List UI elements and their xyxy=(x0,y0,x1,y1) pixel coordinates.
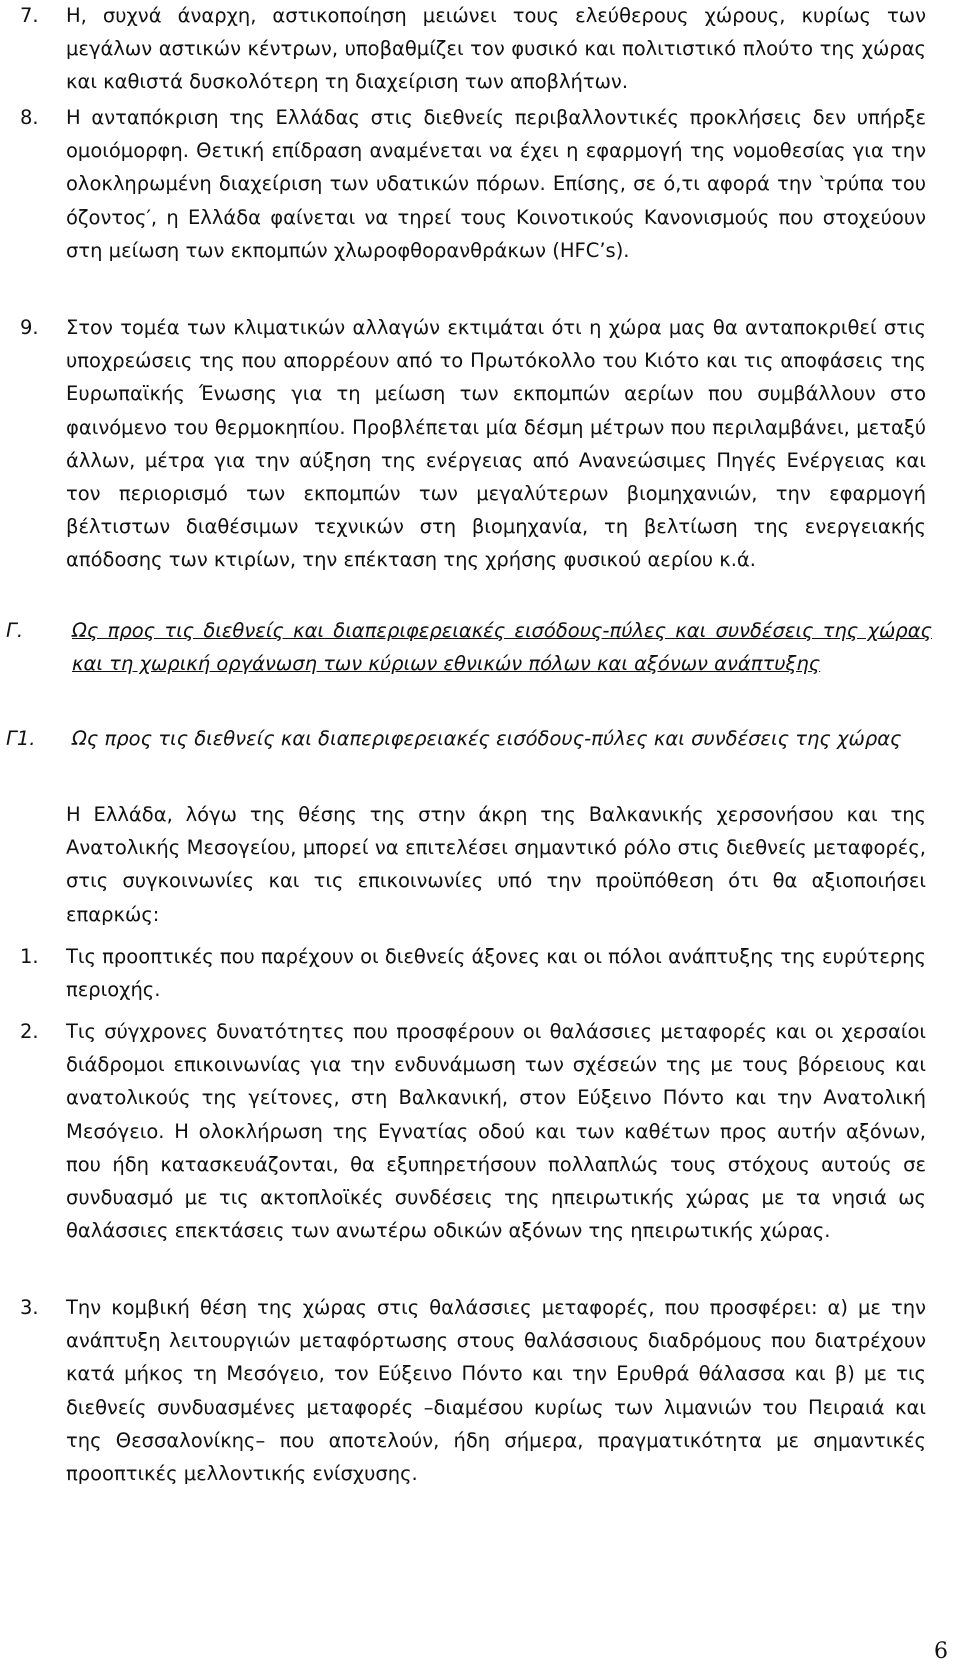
list-number: 7. xyxy=(20,4,39,27)
list-item-text: Η ανταπόκριση της Ελλάδας στις διεθνείς περιβαλλοντικές προκλήσεις δεν υπήρξε ομοιόμορφη. Θετική επίδραση αναμένεται να έχει η εφαρμογή της νομοθεσίας για την ολοκληρωμένη διαχείριση των υδατικών πόρων. Επίσης, σε ό,τι αφορά την ‵τρύπα του όζοντος′, η Ελλάδα φαίνεται να τηρεί τους Κοινοτικούς Κανονισμούς που στοχεύουν στη μείωση των εκπομπών χλωροφθορανθράκων (HFC’s). xyxy=(66,106,926,262)
section-heading-g1 xyxy=(6,722,936,755)
list-item-8 xyxy=(20,101,926,267)
list-item-7 xyxy=(20,0,926,99)
list-item-text: Στον τομέα των κλιματικών αλλαγών εκτιμάται ότι η χώρα μας θα ανταποκριθεί στις υποχρεώσεις της που απορρέουν από το Πρωτόκολλο του Κιότο και τις αποφάσεις της Ευρωπαϊκής Ένωσης για τη μείωση των εκπομπών αερίων που συμβάλλουν στο φαινόμενο του θερμοκηπίου. Προβλέπεται μία δέσμη μέτρων που περιλαμβάνει, μεταξύ άλλων, μέτρα για την αύξηση της ενέργειας από Ανανεώσιμες Πηγές Ενέργειας και τον περιορισμό των εκπομπών των μεγαλύτερων βιομηχανιών, την εφαρμογή βέλτιστων διαθέσιμων τεχνικών στη βιομηχανία, τη βελτίωση της ενεργειακής απόδοσης των κτιρίων, την επέκταση της χρήσης φυσικού αερίου κ.ά. xyxy=(66,316,926,572)
section-title: Ως προς τις διεθνείς και διαπεριφερειακές εισόδους-πύλες και συνδέσεις της χώρας και τη χωρική οργάνωση των κύριων εθνικών πόλων και αξόνων ανάπτυξης xyxy=(72,619,932,676)
list-item-1 xyxy=(20,940,926,1006)
list-item-text: Την κομβική θέση της χώρας στις θαλάσσιες μεταφορές, που προσφέρει: α) με την ανάπτυξη λειτουργιών μεταφόρτωσης στους θαλάσσιους διαδρόμους που διατρέχουν κατά μήκος τη Μεσόγειο, τον Εύξεινο Πόντο και την Ερυθρά θάλασσα και β) με τις διεθνείς συνδυασμένες μεταφορές –διαμέσου κυρίως των λιμανιών του Πειραιά και της Θεσσαλονίκης– που αποτελούν, ήδη σήμερα, πραγματικότητα με σημαντικές προοπτικές μελλοντικής ενίσχυσης. xyxy=(66,1296,926,1486)
section-number: Γ. xyxy=(6,619,24,642)
list-item-text: Τις σύγχρονες δυνατότητες που προσφέρουν οι θαλάσσιες μεταφορές και οι χερσαίοι διάδρομοι επικοινωνίας για την ενδυνάμωση των σχέσεών της με τους βόρειους και ανατολικούς της γείτονες, στη Βαλκανική, στον Εύξεινο Πόντο και την Ανατολική Μεσόγειο. Η ολοκλήρωση της Εγνατίας οδού και των καθέτων προς αυτήν αξόνων, που ήδη κατασκευάζονται, θα εξυπηρετήσουν πολλαπλώς τους στόχους αυτούς σε συνδυασμό με τις ακτοπλοϊκές συνδέσεις της ηπειρωτικής χώρας με τα νησιά ως θαλάσσιες επεκτάσεις των ανωτέρω οδικών αξόνων της ηπειρωτικής χώρας. xyxy=(66,1020,926,1243)
list-number: 8. xyxy=(20,106,39,129)
list-item-2 xyxy=(20,1015,926,1247)
list-item-text: Τις προοπτικές που παρέχουν οι διεθνείς άξονες και οι πόλοι ανάπτυξης της ευρύτερης περιοχής. xyxy=(66,945,926,1002)
page-number: 6 xyxy=(934,1639,948,1664)
list-item-3 xyxy=(20,1291,926,1490)
section-heading-g xyxy=(6,614,936,680)
section-number: Γ1. xyxy=(6,727,36,750)
list-number: 9. xyxy=(20,316,39,339)
intro-paragraph: Η Ελλάδα, λόγω της θέσης της στην άκρη της Βαλκανικής χερσονήσου και της Ανατολικής Μεσογείου, μπορεί να επιτελέσει σημαντικό ρόλο στις διεθνείς μεταφορές, στις συγκοινωνίες και τις επικοινωνίες υπό την προϋπόθεση ότι θα αξιοποιήσει επαρκώς: xyxy=(66,803,926,926)
list-item-9 xyxy=(20,311,926,577)
section-title: Ως προς τις διεθνείς και διαπεριφερειακές εισόδους-πύλες και συνδέσεις της χώρας xyxy=(72,727,902,750)
list-number: 3. xyxy=(20,1296,39,1319)
list-number: 2. xyxy=(20,1020,39,1043)
list-number: 1. xyxy=(20,945,39,968)
list-item-text: Η, συχνά άναρχη, αστικοποίηση μειώνει τους ελεύθερους χώρους, κυρίως των μεγάλων αστικών κέντρων, υποβαθμίζει τον φυσικό και πολιτιστικό πλούτο της χώρας και καθιστά δυσκολότερη τη διαχείριση των αποβλήτων. xyxy=(66,4,926,94)
